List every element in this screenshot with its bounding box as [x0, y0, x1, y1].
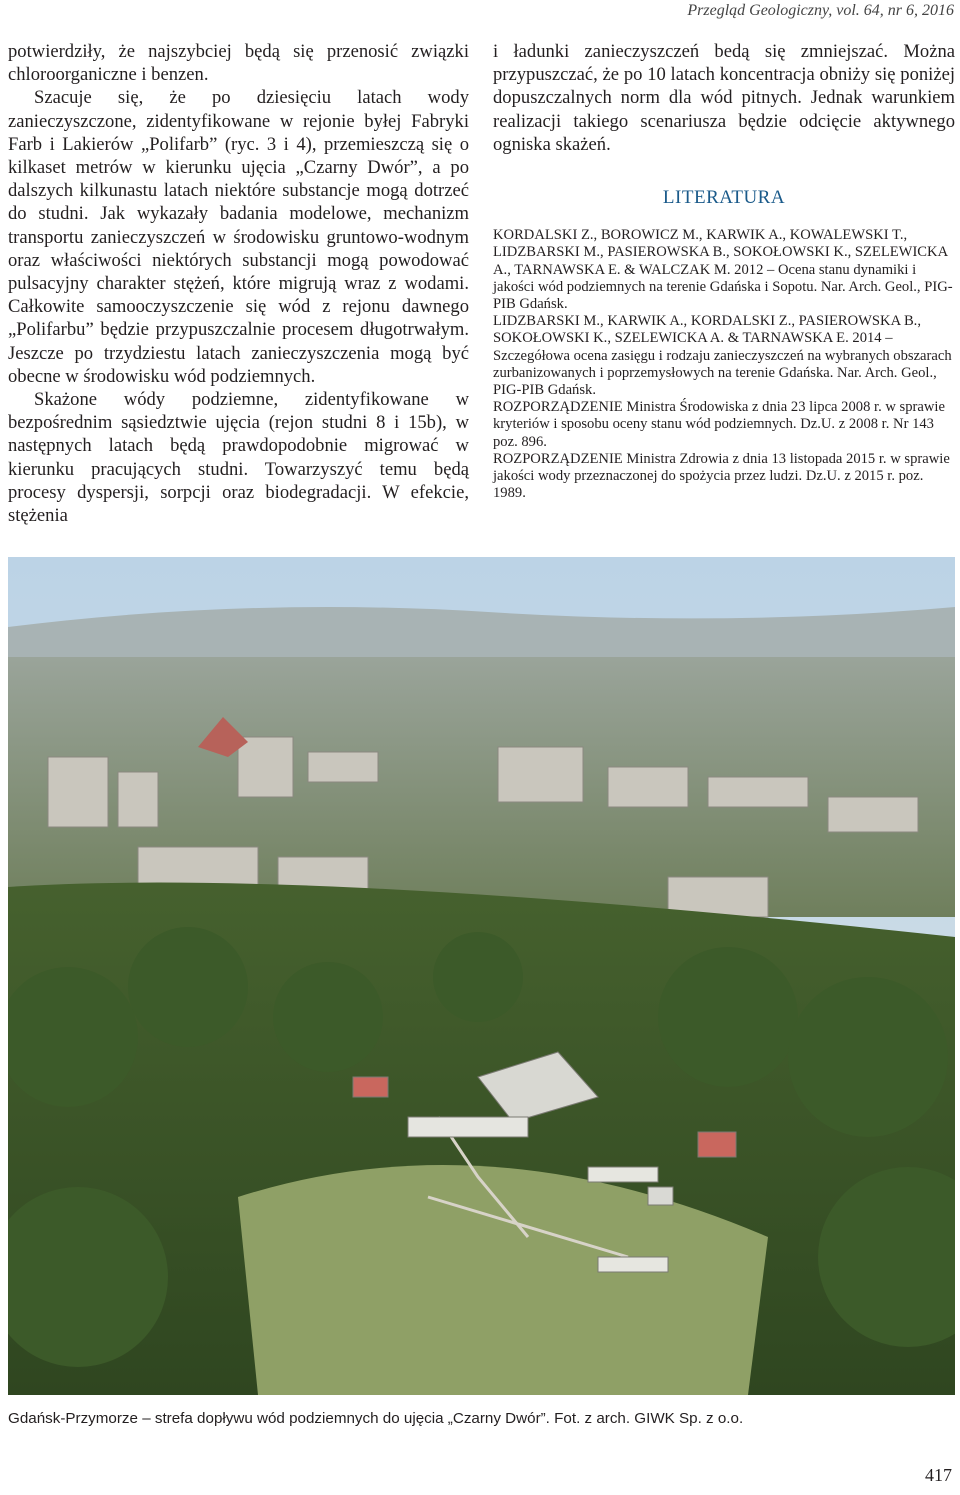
reference-authors: ROZPORZĄDZENIE [493, 399, 623, 416]
left-text-column [8, 40, 469, 527]
reference-item [493, 451, 955, 503]
reference-text: 2014 – Szczegółowa ocena zasięgu i rodzaju zanieczyszczeń na wybranych obszarach zurbanizowanych i poprzemysłowych na terenie Gdańska. Nar. Arch. Geol., PIG-PIB Gdańsk. [493, 330, 952, 399]
reference-authors: KORDALSKI Z., BOROWICZ M., KARWIK A., KOWALEWSKI T., LIDZBARSKI M., PASIEROWSKA B., SOKOŁOWSKI K., SZELEWICKA A., TARNAWSKA E. & WALCZAK M. [493, 227, 948, 278]
reference-text: Ministra Środowiska z dnia 23 lipca 2008 r. w sprawie kryteriów i sposobu oceny stanu wód podziemnych. Dz.U. z 2008 r. Nr 143 poz. 896. [493, 399, 945, 450]
reference-text: Ministra Zdrowia z dnia 13 listopada 2015 r. w sprawie jakości wody przeznaczonej do spożycia przez ludzi. Dz.U. z 2015 r. poz. 1989. [493, 450, 950, 502]
paragraph-2: Szacuje się, że po dziesięciu latach wody zanieczyszczone, zidentyfikowane w rejonie byłej Fabryki Farb i Lakierów „Polifarb” (ryc. 3 i 4), przemieszczą się o kilkaset metrów w kierunku ujęcia „Czarny Dwór”, a po dalszych kilkunastu latach niektóre substancje mogą dotrzeć do studni. Jak wykazały badania modelowe, mechanizm transportu zanieczyszczeń w środowisku gruntowo-wodnym oraz właściwości niektórych substancji mogą powodować pulsacyjny charakter stężeń, które migrują wraz z wodami. Całkowite samooczyszczenie się wód z rejonu dawnego „Polifarbu” będzie przypuszczalnie procesem długotrwałym. Jeszcze po trzydziestu latach zanieczyszczenia mogą być obecne w środowisku wód podziemnych. [8, 87, 469, 387]
paragraph-continued: i ładunki zanieczyszczeń bedą się zmniejszać. Można przypuszczać, że po 10 latach koncentracja obniży się poniżej dopuszczalnych norm dla wód pitnych. Jednak warunkiem realizacji takiego scenariusza będzie odcięcie aktywnego ogniska skażeń. [493, 41, 955, 155]
reference-item [493, 313, 955, 399]
reference-authors: LIDZBARSKI M., KARWIK A., KORDALSKI Z., PASIEROWSKA B., SOKOŁOWSKI K., SZELEWICKA A. & TARNAWSKA E. [493, 313, 921, 347]
page-number: 417 [925, 1465, 952, 1485]
reference-authors: ROZPORZĄDZENIE [493, 450, 623, 467]
aerial-photo [8, 557, 955, 1395]
reference-list [493, 227, 955, 502]
reference-item [493, 227, 955, 313]
figure-caption: Gdańsk-Przymorze – strefa dopływu wód podziemnych do ujęcia „Czarny Dwór”. Fot. z arch. GIWK Sp. z o.o. [8, 1410, 744, 1427]
paragraph-1: potwierdziły, że najszybciej będą się przenosić związki chloroorganiczne i benzen. [8, 41, 469, 86]
reference-text: 2012 – Ocena stanu dynamiki i jakości wód podziemnych na terenie Gdańska i Sopotu. Nar. Arch. Geol., PIG-PIB Gdańsk. [493, 261, 953, 313]
journal-header: Przegląd Geologiczny, vol. 64, nr 6, 2016 [687, 2, 954, 19]
right-text-column [493, 40, 955, 502]
reference-item [493, 399, 955, 451]
paragraph-3: Skażone wódy podziemne, zidentyfikowane w bezpośrednim sąsiedztwie ujęcia (rejon studni 8 i 15b), w następnych latach będą prawdopodobnie migrować w kierunku pracujących studni. Towarzyszyć temu będą procesy dyspersji, sorpcji oraz biodegradacji. W efekcie, stężenia [8, 389, 469, 527]
literature-heading: LITERATURA [662, 187, 786, 209]
